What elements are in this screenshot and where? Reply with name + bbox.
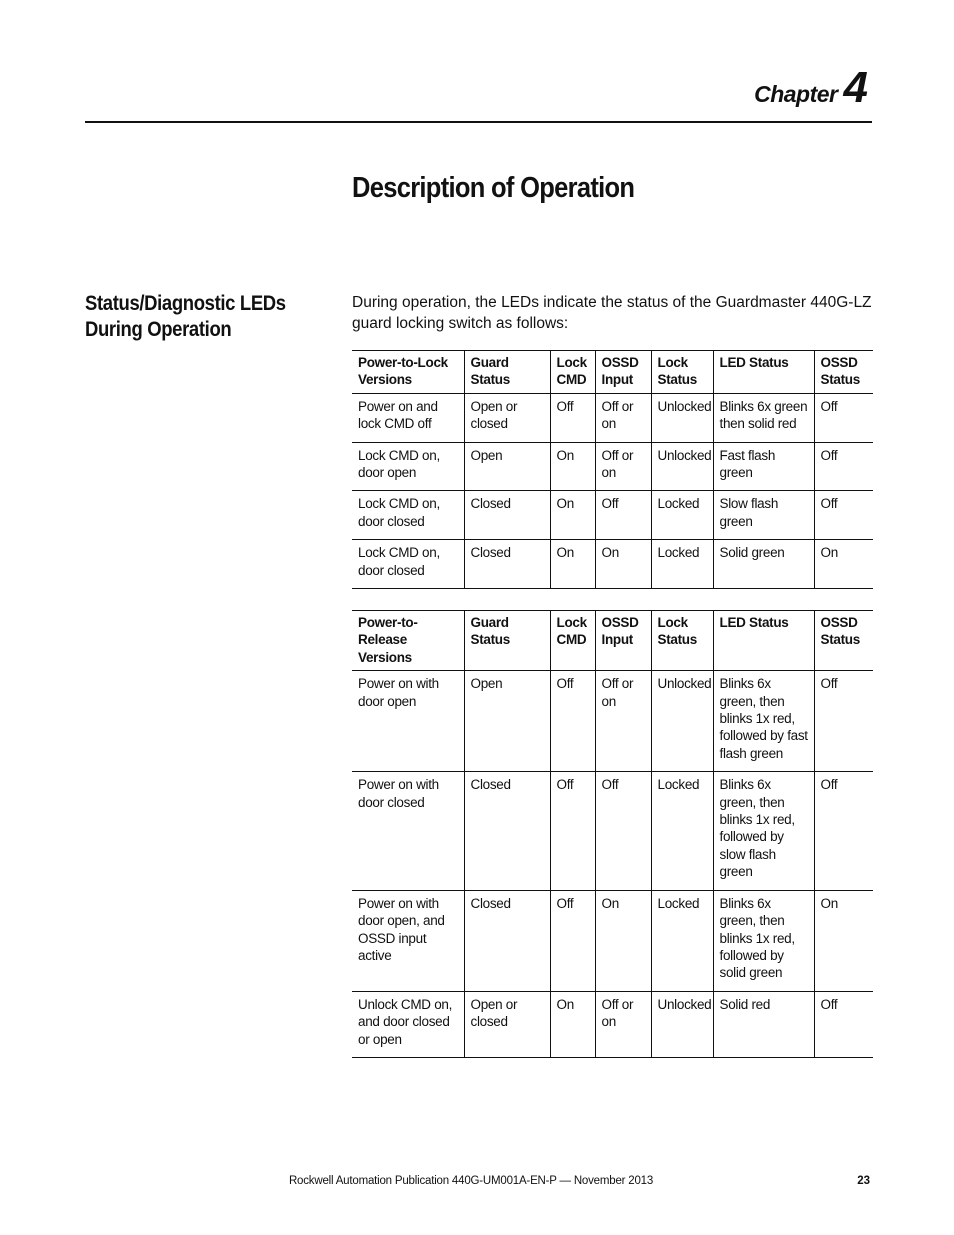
table-cell: Locked — [651, 540, 713, 589]
page-title: Description of Operation — [352, 172, 635, 204]
table-cell: Off or on — [595, 442, 651, 491]
table-cell: Off — [814, 393, 873, 442]
table-cell: Closed — [464, 772, 550, 890]
table-cell: Closed — [464, 890, 550, 991]
table-cell: Off — [550, 772, 595, 890]
table-cell: Blinks 6x green then solid red — [713, 393, 814, 442]
table-row — [352, 991, 873, 1057]
column-header: LED Status — [713, 611, 814, 671]
table-cell: Unlocked — [651, 442, 713, 491]
table-cell: Lock CMD on, door closed — [358, 545, 440, 578]
column-header: Guard Status — [464, 351, 550, 394]
table-cell: Slow flash green — [713, 491, 814, 540]
table-header-row — [352, 351, 873, 394]
table-cell: On — [550, 991, 595, 1057]
table-cell: Off or on — [595, 991, 651, 1057]
column-header: OSSD Input — [595, 351, 651, 394]
table-cell: Power on and lock CMD off — [358, 398, 438, 432]
table-cell: Off — [550, 671, 595, 772]
table-cell: Off or on — [595, 671, 651, 772]
table-cell: Solid red — [713, 991, 814, 1057]
table-cell: Off — [814, 442, 873, 491]
table-cell: Solid green — [713, 540, 814, 589]
chapter-number: 4 — [843, 63, 868, 112]
table-cell: On — [550, 540, 595, 589]
table-cell: Open — [464, 442, 550, 491]
table-cell: Off or on — [595, 393, 651, 442]
column-header: Power-to-Lock Versions — [358, 355, 448, 388]
page-number: 23 — [857, 1175, 870, 1187]
column-header: LED Status — [713, 351, 814, 394]
section-heading: Status/Diagnostic LEDs During Operation — [85, 292, 286, 341]
table-cell: Off — [814, 671, 873, 772]
table-cell: Closed — [464, 491, 550, 540]
table-cell: On — [595, 540, 651, 589]
column-header: Lock Status — [651, 351, 713, 394]
table-cell: Off — [550, 890, 595, 991]
power-to-release-table — [352, 610, 873, 1058]
table-cell: On — [550, 491, 595, 540]
chapter-label — [754, 63, 868, 112]
column-header: OSSD Status — [814, 351, 873, 394]
power-to-lock-table — [352, 350, 873, 589]
table-cell: Unlocked — [651, 393, 713, 442]
table-cell: Open — [464, 671, 550, 772]
table-row — [352, 671, 873, 772]
column-header: Lock Status — [651, 611, 713, 671]
table-header-row — [352, 611, 873, 671]
table-cell: Locked — [651, 890, 713, 991]
table-cell: Unlocked — [651, 991, 713, 1057]
table-cell: Locked — [651, 772, 713, 890]
chapter-divider — [85, 121, 872, 123]
publication-info: Rockwell Automation Publication 440G-UM001A-EN-P — November 2013 — [288, 1175, 654, 1187]
table-cell: Blinks 6x green, then blinks 1x red, followed by slow flash green — [713, 772, 814, 890]
table-cell: On — [595, 890, 651, 991]
column-header: OSSD Status — [814, 611, 873, 671]
table-cell: On — [814, 540, 873, 589]
table-cell: On — [550, 442, 595, 491]
table-cell: Off — [814, 991, 873, 1057]
table-row — [352, 442, 873, 491]
table-cell: Unlock CMD on, and door closed or open — [358, 996, 453, 1047]
table-cell: Lock CMD on, door closed — [358, 496, 440, 529]
table-cell: Fast flash green — [713, 442, 814, 491]
chapter-word: Chapter — [754, 81, 838, 107]
table-cell: Blinks 6x green, then blinks 1x red, followed by fast flash green — [713, 671, 814, 772]
table-cell: Off — [595, 772, 651, 890]
table-cell: Locked — [651, 491, 713, 540]
column-header: OSSD Input — [595, 611, 651, 671]
table-row — [352, 491, 873, 540]
table-row — [352, 540, 873, 589]
table-cell: Closed — [464, 540, 550, 589]
table-cell: Power on with door open — [358, 676, 439, 709]
table-cell: Off — [814, 772, 873, 890]
intro-paragraph: During operation, the LEDs indicate the status of the Guardmaster 440G-LZ guard locking switch as follows: — [352, 294, 872, 332]
column-header: Power-to-Release Versions — [358, 615, 418, 665]
table-cell: Lock CMD on, door open — [358, 447, 440, 481]
table-row — [352, 890, 873, 991]
table-cell: Power on with door open, and OSSD input active — [358, 895, 445, 963]
column-header: Lock CMD — [550, 611, 595, 671]
table-cell: Open or closed — [464, 393, 550, 442]
table-cell: Off — [550, 393, 595, 442]
table-cell: Blinks 6x green, then blinks 1x red, followed by solid green — [713, 890, 814, 991]
table-cell: Open or closed — [464, 991, 550, 1057]
table-cell: Off — [814, 491, 873, 540]
column-header: Lock CMD — [550, 351, 595, 394]
table-cell: On — [814, 890, 873, 991]
table-cell: Unlocked — [651, 671, 713, 772]
column-header: Guard Status — [464, 611, 550, 671]
table-cell: Power on with door closed — [358, 777, 439, 810]
table-row — [352, 393, 873, 442]
table-row — [352, 772, 873, 890]
table-cell: Off — [595, 491, 651, 540]
